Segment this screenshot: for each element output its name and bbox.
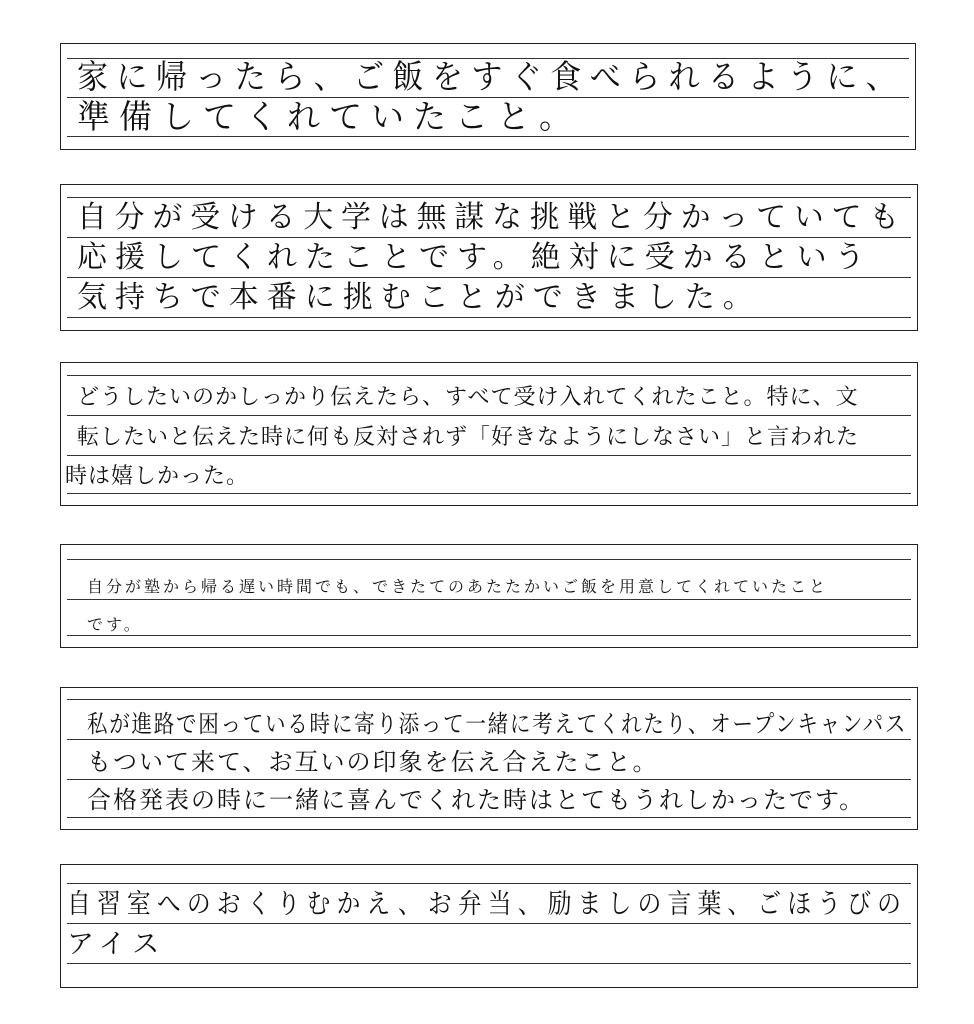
ruled-line [67,923,911,924]
answer-text-line: です。 [87,615,143,634]
answer-text-line: 自分が受ける大学は無謀な挑戦と分かっていても [77,200,908,235]
ruled-line [67,493,911,494]
ruled-line [67,817,911,818]
answer-text-line: 自分が塾から帰る遅い時間でも、できたてのあたたかいご飯を用意してくれていたこと [87,577,829,596]
ruled-line [67,599,911,600]
ruled-line [67,197,911,198]
ruled-line [67,635,911,636]
ruled-line [67,883,911,884]
answer-text-line: アイス [67,929,167,960]
answer-card-1 [60,43,916,150]
ruled-line [67,963,911,964]
ruled-line [67,559,911,560]
answer-card-2 [60,184,918,331]
ruled-line [67,136,909,137]
ruled-line [67,739,911,740]
answer-text-line: 家に帰ったら、ご飯をすぐ食べられるように、 [77,57,906,96]
ruled-line [67,415,911,416]
answer-text-line: 時は嬉しかった。 [65,464,250,489]
ruled-line [67,237,911,238]
ruled-line [67,455,911,456]
answer-text-line: 私が進路で困っている時に寄り添って一緒に考えてくれたり、オープンキャンパス [87,710,908,738]
ruled-line [67,277,911,278]
answer-card-4 [60,544,918,648]
ruled-line [67,699,911,700]
answer-card-6 [60,864,918,988]
ruled-line [67,317,911,318]
answer-text-line: もついて来て、お互いの印象を伝え合えたこと。 [87,748,659,776]
answer-text-line: 応援してくれたことです。絶対に受かるという [77,240,873,275]
answer-text-line: 準備してくれていたこと。 [77,97,581,136]
answer-text-line: どうしたいのかしっかり伝えたら、すべて受け入れてくれたこと。特に、文 [77,385,859,410]
answer-card-5 [60,687,918,830]
answer-card-3 [60,362,918,506]
ruled-line [67,779,911,780]
ruled-line [67,375,911,376]
answer-text-line: 気持ちで本番に挑むことができました。 [77,280,761,315]
answer-text-line: 自習室へのおくりむかえ、お弁当、励ましの言葉、ごほうびの [67,889,908,920]
answer-text-line: 合格発表の時に一緒に喜んでくれた時はとてもうれしかったです。 [87,786,866,814]
answer-text-line: 転したいと伝えた時に何も反対されず「好きなようにしなさい」と言われた [77,425,860,450]
